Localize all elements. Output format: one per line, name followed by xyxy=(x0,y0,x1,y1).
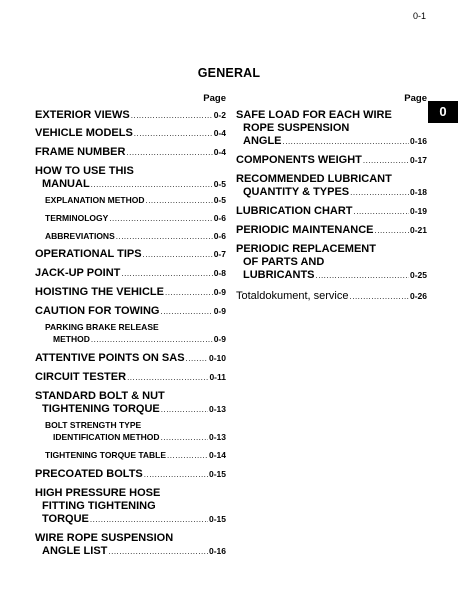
toc-page-ref: 0-19 xyxy=(409,206,427,216)
toc-entry[interactable] xyxy=(35,194,226,207)
section-tab[interactable]: 0 xyxy=(428,101,458,123)
toc-entry[interactable] xyxy=(35,146,226,159)
leader-dots xyxy=(91,334,213,346)
toc-entry[interactable] xyxy=(236,224,427,237)
leader-dots xyxy=(127,371,208,384)
toc-entry-text: ATTENTIVE POINTS ON SAS xyxy=(35,352,185,364)
toc-entry[interactable] xyxy=(35,468,226,481)
toc-entry[interactable] xyxy=(236,154,427,167)
toc-page-ref: 0-8 xyxy=(213,268,226,278)
toc-entry-list xyxy=(236,109,427,303)
toc-page-ref: 0-25 xyxy=(409,270,427,280)
toc-entry-list xyxy=(35,109,226,558)
toc-entry-text: HOW TO USE THIS xyxy=(35,165,134,177)
toc-entry-text: QUANTITY & TYPES xyxy=(243,186,350,198)
leader-dots xyxy=(167,450,208,462)
toc-entry-text: EXTERIOR VIEWS xyxy=(35,109,130,121)
toc-page-ref: 0-11 xyxy=(209,372,226,382)
toc-page-ref: 0-14 xyxy=(208,450,226,460)
toc-entry-text: HIGH PRESSURE HOSE xyxy=(35,487,161,499)
toc-entry-text: LUBRICANTS xyxy=(243,269,315,281)
toc-entry-text: IDENTIFICATION METHOD xyxy=(53,432,160,442)
toc-entry-text: WIRE ROPE SUSPENSION xyxy=(35,532,174,544)
toc-entry[interactable] xyxy=(35,321,226,346)
toc-page-ref: 0-15 xyxy=(208,469,226,479)
toc-entry[interactable] xyxy=(236,243,427,282)
toc-entry[interactable] xyxy=(35,449,226,462)
leader-dots xyxy=(354,205,409,218)
toc-entry-text: PERIODIC REPLACEMENT xyxy=(236,243,376,255)
toc-entry-text: JACK-UP POINT xyxy=(35,267,121,279)
toc-entry[interactable] xyxy=(236,205,427,218)
toc-entry-text: ABBREVIATIONS xyxy=(45,231,115,241)
toc-entry-text: TERMINOLOGY xyxy=(45,213,109,223)
toc-entry-text: CIRCUIT TESTER xyxy=(35,371,127,383)
leader-dots xyxy=(350,186,409,199)
leader-dots xyxy=(90,513,208,526)
toc-page-ref: 0-16 xyxy=(208,546,226,556)
page-number: 0-1 xyxy=(412,11,426,21)
toc-page-ref: 0-9 xyxy=(213,287,226,297)
toc-page-ref: 0-2 xyxy=(213,110,226,120)
toc-entry-text: EXPLANATION METHOD xyxy=(45,195,145,205)
toc-page-ref: 0-10 xyxy=(208,353,226,363)
toc-page-ref: 0-6 xyxy=(213,213,226,223)
toc-page-ref: 0-26 xyxy=(409,291,427,301)
toc-entry-text: FRAME NUMBER xyxy=(35,146,126,158)
toc-entry-text: TIGHTENING TORQUE TABLE xyxy=(45,450,167,460)
leader-dots xyxy=(145,195,212,207)
toc-right-column xyxy=(236,93,427,303)
leader-dots xyxy=(363,154,409,167)
toc-page-ref: 0-13 xyxy=(208,432,226,442)
toc-left-column xyxy=(35,93,226,558)
toc-entry[interactable] xyxy=(236,173,427,199)
leader-dots xyxy=(165,286,213,299)
leader-dots xyxy=(109,213,212,225)
toc-entry[interactable] xyxy=(35,109,226,122)
toc-entry-text: HOISTING THE VEHICLE xyxy=(35,286,164,298)
page-column-header: Page xyxy=(203,93,226,104)
toc-entry[interactable] xyxy=(35,352,226,365)
toc-entry[interactable] xyxy=(35,371,226,384)
section-title: GENERAL xyxy=(197,66,261,80)
leader-dots xyxy=(143,248,213,261)
toc-entry-text: ANGLE xyxy=(243,135,282,147)
toc-page-ref: 0-4 xyxy=(213,128,226,138)
toc-entry[interactable] xyxy=(35,230,226,243)
toc-entry[interactable] xyxy=(35,487,226,526)
toc-page-ref: 0-6 xyxy=(213,231,226,241)
toc-page-ref: 0-9 xyxy=(213,334,226,344)
toc-page-ref: 0-9 xyxy=(213,306,226,316)
toc-page-ref: 0-17 xyxy=(409,155,427,165)
toc-entry-text: TORQUE xyxy=(42,513,89,525)
toc-page-ref: 0-13 xyxy=(208,404,226,414)
toc-entry-text: FITTING TIGHTENING xyxy=(42,500,156,512)
toc-entry-text: METHOD xyxy=(53,334,90,344)
toc-entry-text: ANGLE LIST xyxy=(42,545,108,557)
toc-page-ref: 0-4 xyxy=(213,147,226,157)
toc-entry-text: OF PARTS AND xyxy=(243,256,325,268)
toc-entry[interactable] xyxy=(35,532,226,558)
toc-entry-text: TIGHTENING TORQUE xyxy=(42,403,160,415)
toc-entry-text: ROPE SUSPENSION xyxy=(243,122,350,134)
leader-dots xyxy=(375,224,409,237)
toc-entry-text: BOLT STRENGTH TYPE xyxy=(45,420,142,430)
toc-page-ref: 0-7 xyxy=(213,249,226,259)
leader-dots xyxy=(350,290,409,303)
toc-page-ref: 0-5 xyxy=(213,195,226,205)
toc-entry-text: OPERATIONAL TIPS xyxy=(35,248,142,260)
toc-entry-text: SAFE LOAD FOR EACH WIRE xyxy=(236,109,392,121)
toc-entry[interactable] xyxy=(236,109,427,148)
toc-entry[interactable] xyxy=(35,419,226,444)
leader-dots xyxy=(91,178,213,191)
toc-entry[interactable] xyxy=(35,267,226,280)
leader-dots xyxy=(116,231,213,243)
toc-entry[interactable] xyxy=(35,127,226,140)
toc-page-ref: 0-21 xyxy=(409,225,427,235)
toc-entry-text: COMPONENTS WEIGHT xyxy=(236,154,362,166)
leader-dots xyxy=(126,146,212,159)
toc-page-ref: 0-18 xyxy=(409,187,427,197)
toc-entry-text: STANDARD BOLT & NUT xyxy=(35,390,165,402)
leader-dots xyxy=(121,267,212,280)
toc-entry[interactable] xyxy=(35,165,226,191)
toc-entry-text: PRECOATED BOLTS xyxy=(35,468,143,480)
toc-entry[interactable] xyxy=(35,286,226,299)
toc-entry[interactable] xyxy=(35,390,226,416)
toc-entry-text: PARKING BRAKE RELEASE xyxy=(45,322,159,332)
leader-dots xyxy=(108,545,208,558)
toc-entry-text: MANUAL xyxy=(42,178,90,190)
toc-entry-text: PERIODIC MAINTENANCE xyxy=(236,224,374,236)
page-column-header: Page xyxy=(404,93,427,104)
toc-entry[interactable] xyxy=(236,290,427,303)
leader-dots xyxy=(283,135,409,148)
leader-dots xyxy=(160,305,212,318)
toc-entry-text: LUBRICATION CHART xyxy=(236,205,353,217)
toc-entry-text: CAUTION FOR TOWING xyxy=(35,305,160,317)
leader-dots xyxy=(131,109,213,122)
toc-entry[interactable] xyxy=(35,212,226,225)
toc-page-ref: 0-16 xyxy=(409,136,427,146)
leader-dots xyxy=(316,269,409,282)
toc-entry-text: VEHICLE MODELS xyxy=(35,127,133,139)
leader-dots xyxy=(144,468,208,481)
leader-dots xyxy=(134,127,213,140)
toc-entry[interactable] xyxy=(35,305,226,318)
leader-dots xyxy=(186,352,208,365)
toc-page-ref: 0-15 xyxy=(208,514,226,524)
toc-entry[interactable] xyxy=(35,248,226,261)
leader-dots xyxy=(161,403,208,416)
toc-entry-text: RECOMMENDED LUBRICANT xyxy=(236,173,392,185)
toc-page-ref: 0-5 xyxy=(213,179,226,189)
toc-entry-text: Totaldokument, service xyxy=(236,290,349,302)
leader-dots xyxy=(161,432,208,444)
